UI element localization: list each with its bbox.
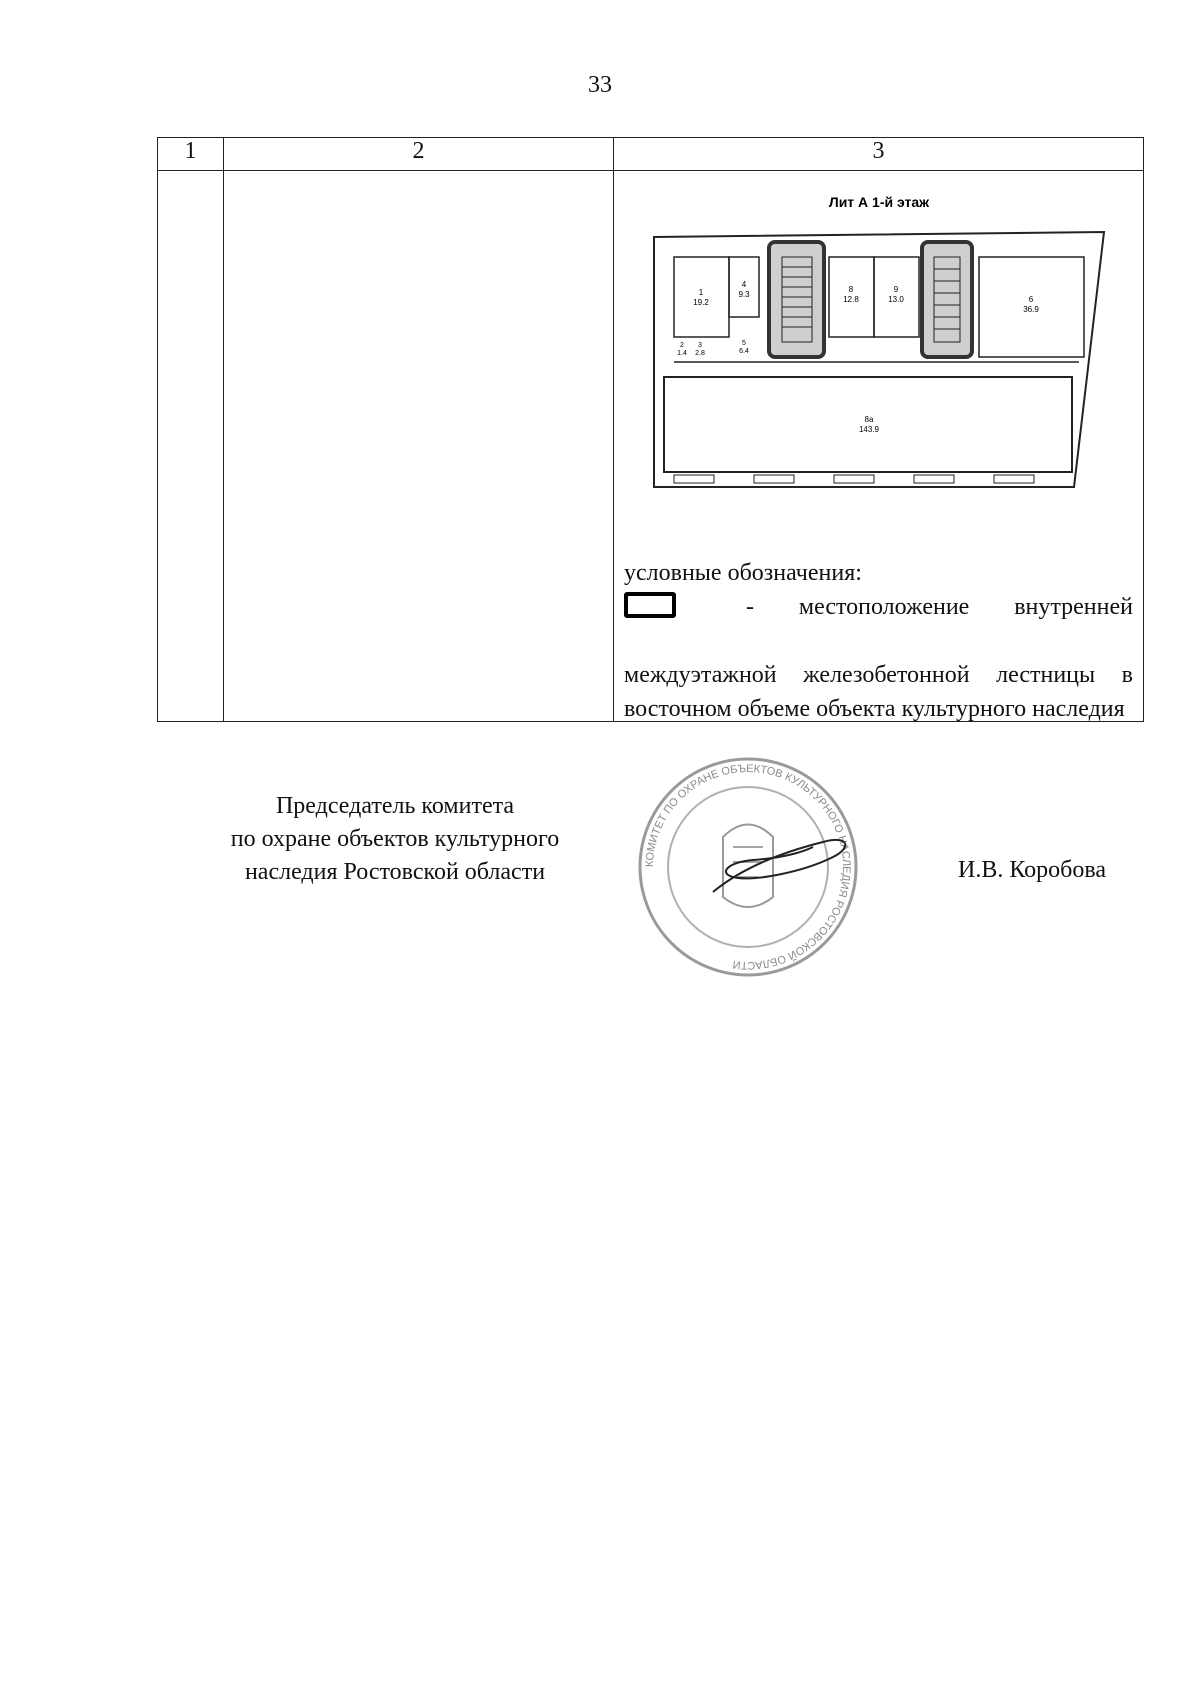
room-label: 1: [698, 288, 704, 297]
room-area: 2.8: [695, 350, 705, 357]
room-area: 9.3: [738, 290, 750, 299]
room-label: 2: [680, 342, 684, 349]
legend-first-line: [624, 590, 1133, 658]
room-area: 1.4: [677, 350, 687, 357]
header-col-3: 3: [614, 138, 1144, 171]
signatory-title-line: Председатель комитета: [275, 793, 515, 819]
room-label: 6: [1028, 295, 1034, 304]
signatory-title-line: по охране объектов культурного: [230, 826, 560, 852]
page-number: 33: [588, 72, 612, 98]
main-table: [157, 137, 1144, 722]
cell-col-2: [224, 171, 614, 722]
svg-text:КОМИТЕТ ПО ОХРАНЕ ОБЪЕКТОВ КУЛ: [644, 763, 852, 971]
signatory-title-line: наследия Ростовской области: [244, 859, 546, 885]
room-label: 9: [893, 285, 899, 294]
signatory-name: И.В. Коробова: [958, 857, 1107, 883]
room-area: 12.8: [843, 295, 859, 304]
cell-col-1: [158, 171, 224, 722]
room-area: 143.9: [858, 425, 880, 434]
legend-title: условные обозначения:: [624, 560, 862, 586]
header-col-2: 2: [224, 138, 614, 171]
room-area: 36.9: [1023, 305, 1039, 314]
room-label: 8: [848, 285, 854, 294]
official-seal: [633, 752, 863, 982]
legend-text: междуэтажной железобетонной лестницы в восточном объеме объекта культурного наследия: [624, 662, 1133, 722]
plan-title: Лит А 1-й этаж: [828, 194, 930, 210]
legend-symbol-icon: [624, 592, 676, 618]
room-label: 4: [741, 280, 747, 289]
room-label: 3: [698, 342, 702, 349]
room-label: 8а: [864, 415, 874, 424]
room-label: 5: [742, 340, 746, 347]
legend-dash-text: - местоположение внутренней: [746, 594, 1133, 620]
legend: [624, 556, 1133, 726]
table-body-row: [158, 171, 1144, 722]
cell-col-3: [614, 171, 1144, 722]
room-area: 13.0: [888, 295, 904, 304]
signatory-title: [195, 790, 595, 889]
room-area: 6.4: [739, 348, 749, 355]
floor-plan: [634, 187, 1124, 517]
header-col-1: 1: [158, 138, 224, 171]
room-area: 19.2: [693, 298, 709, 307]
seal-text: КОМИТЕТ ПО ОХРАНЕ ОБЪЕКТОВ КУЛЬТУРНОГО НАСЛЕДИЯ РОСТОВСКОЙ ОБЛАСТИ: [643, 762, 853, 972]
table-header-row: [158, 138, 1144, 171]
